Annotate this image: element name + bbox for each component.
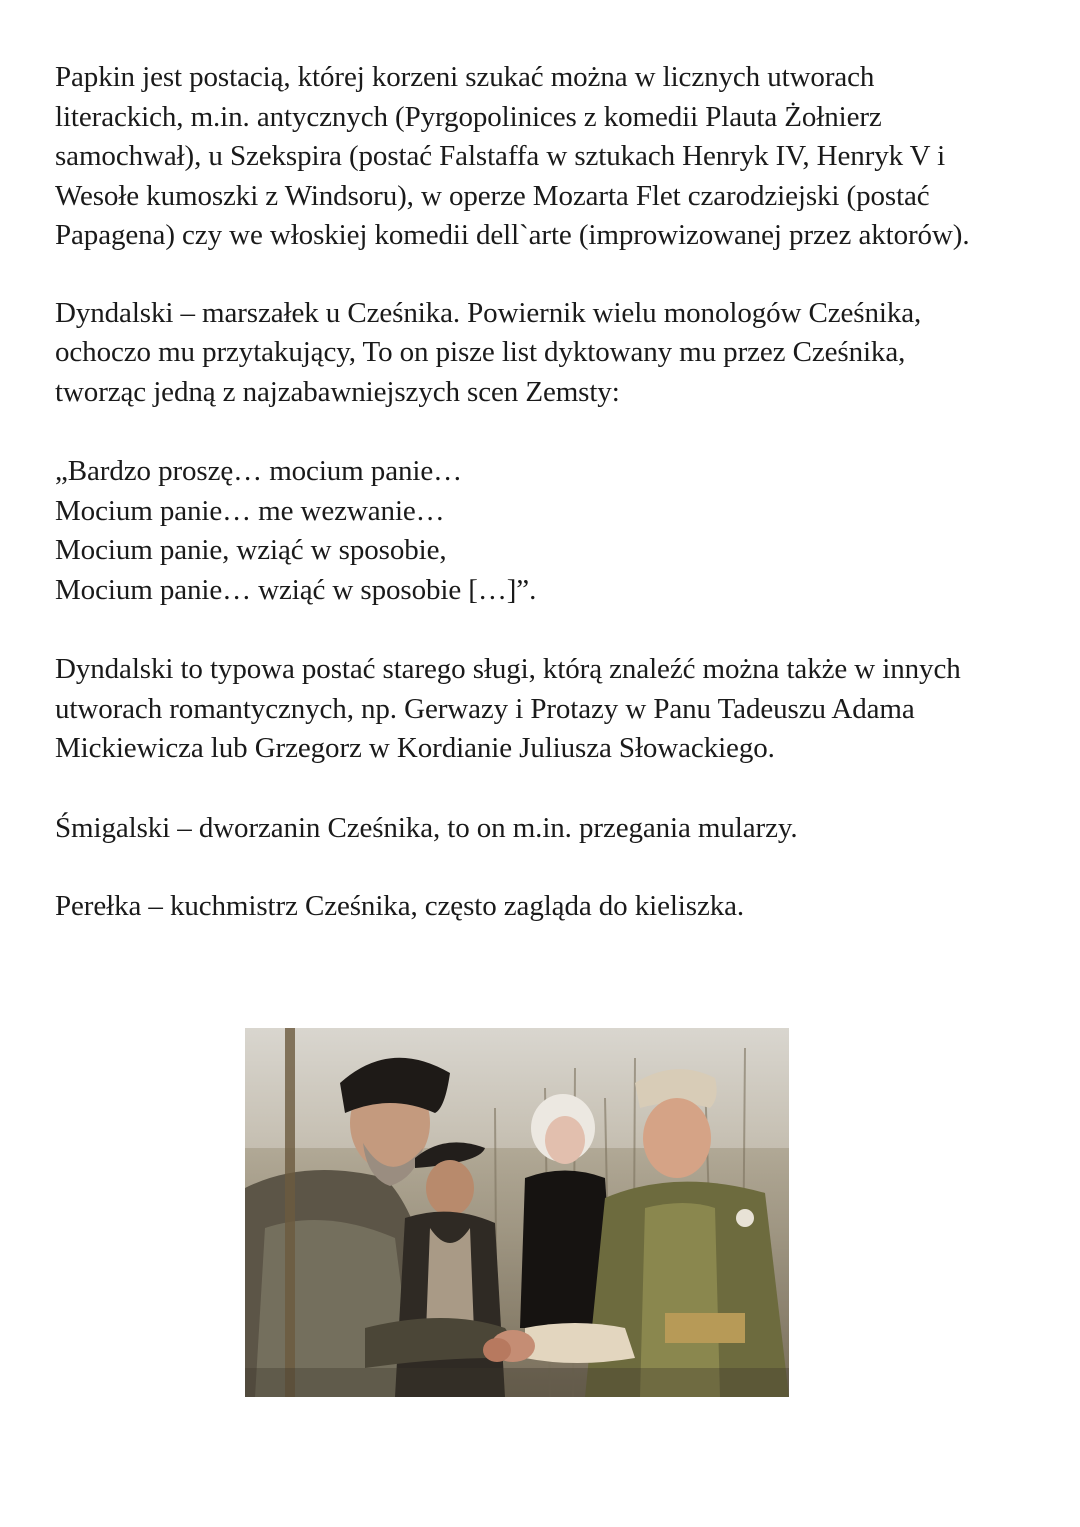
text-line: literackich, m.in. antycznych (Pyrgopolinices z komedii Plauta Żołnierz xyxy=(55,100,882,133)
text-line: Perełka – kuchmistrz Cześnika, często zagląda do kieliszka. xyxy=(55,890,745,922)
quote-line: „Bardzo proszę… mocium panie… xyxy=(55,455,462,487)
film-still-photo xyxy=(245,1028,789,1397)
quote-line: Mocium panie, wziąć w sposobie, xyxy=(55,534,447,566)
text-line: Papkin jest postacią, której korzeni szukać można w licznych utworach xyxy=(55,61,875,93)
text-line: Śmigalski – dworzanin Cześnika, to on m.in. przegania mularzy. xyxy=(55,811,798,844)
paragraph-dyndalski xyxy=(55,294,1040,413)
document-page xyxy=(55,58,1040,927)
paragraph-papkin xyxy=(55,58,1040,256)
text-line: utworach romantycznych, np. Gerwazy i Protazy w Panu Tadeuszu Adama xyxy=(55,692,915,725)
quote-line: Mocium panie… wziąć w sposobie […]”. xyxy=(55,573,537,606)
text-line: Papagena) czy we włoskiej komedii dell`arte (improwizowanej przez aktorów). xyxy=(55,219,970,251)
text-line: Dyndalski to typowa postać starego sługi, którą znaleźć można także w innych xyxy=(55,653,961,685)
text-line: tworząc jedną z najzabawniejszych scen Zemsty: xyxy=(55,375,620,408)
text-line: samochwał), u Szekspira (postać Falstaffa w sztukach Henryk IV, Henryk V i xyxy=(55,140,946,172)
quote-line: Mocium panie… me wezwanie… xyxy=(55,494,445,527)
text-line: Wesołe kumoszki z Windsoru), w operze Mozarta Flet czarodziejski (postać xyxy=(55,179,930,212)
paragraph-old-servant xyxy=(55,650,1040,769)
quote-letter xyxy=(55,452,1040,610)
text-line: Mickiewicza lub Grzegorz w Kordianie Juliusza Słowackiego. xyxy=(55,732,775,764)
text-line: Dyndalski – marszałek u Cześnika. Powiernik wielu monologów Cześnika, xyxy=(55,296,922,329)
text-line: ochoczo mu przytakujący, To on pisze list dyktowany mu przez Cześnika, xyxy=(55,336,906,368)
paragraph-perelka xyxy=(55,887,1040,927)
paragraph-smigalski xyxy=(55,809,1040,849)
